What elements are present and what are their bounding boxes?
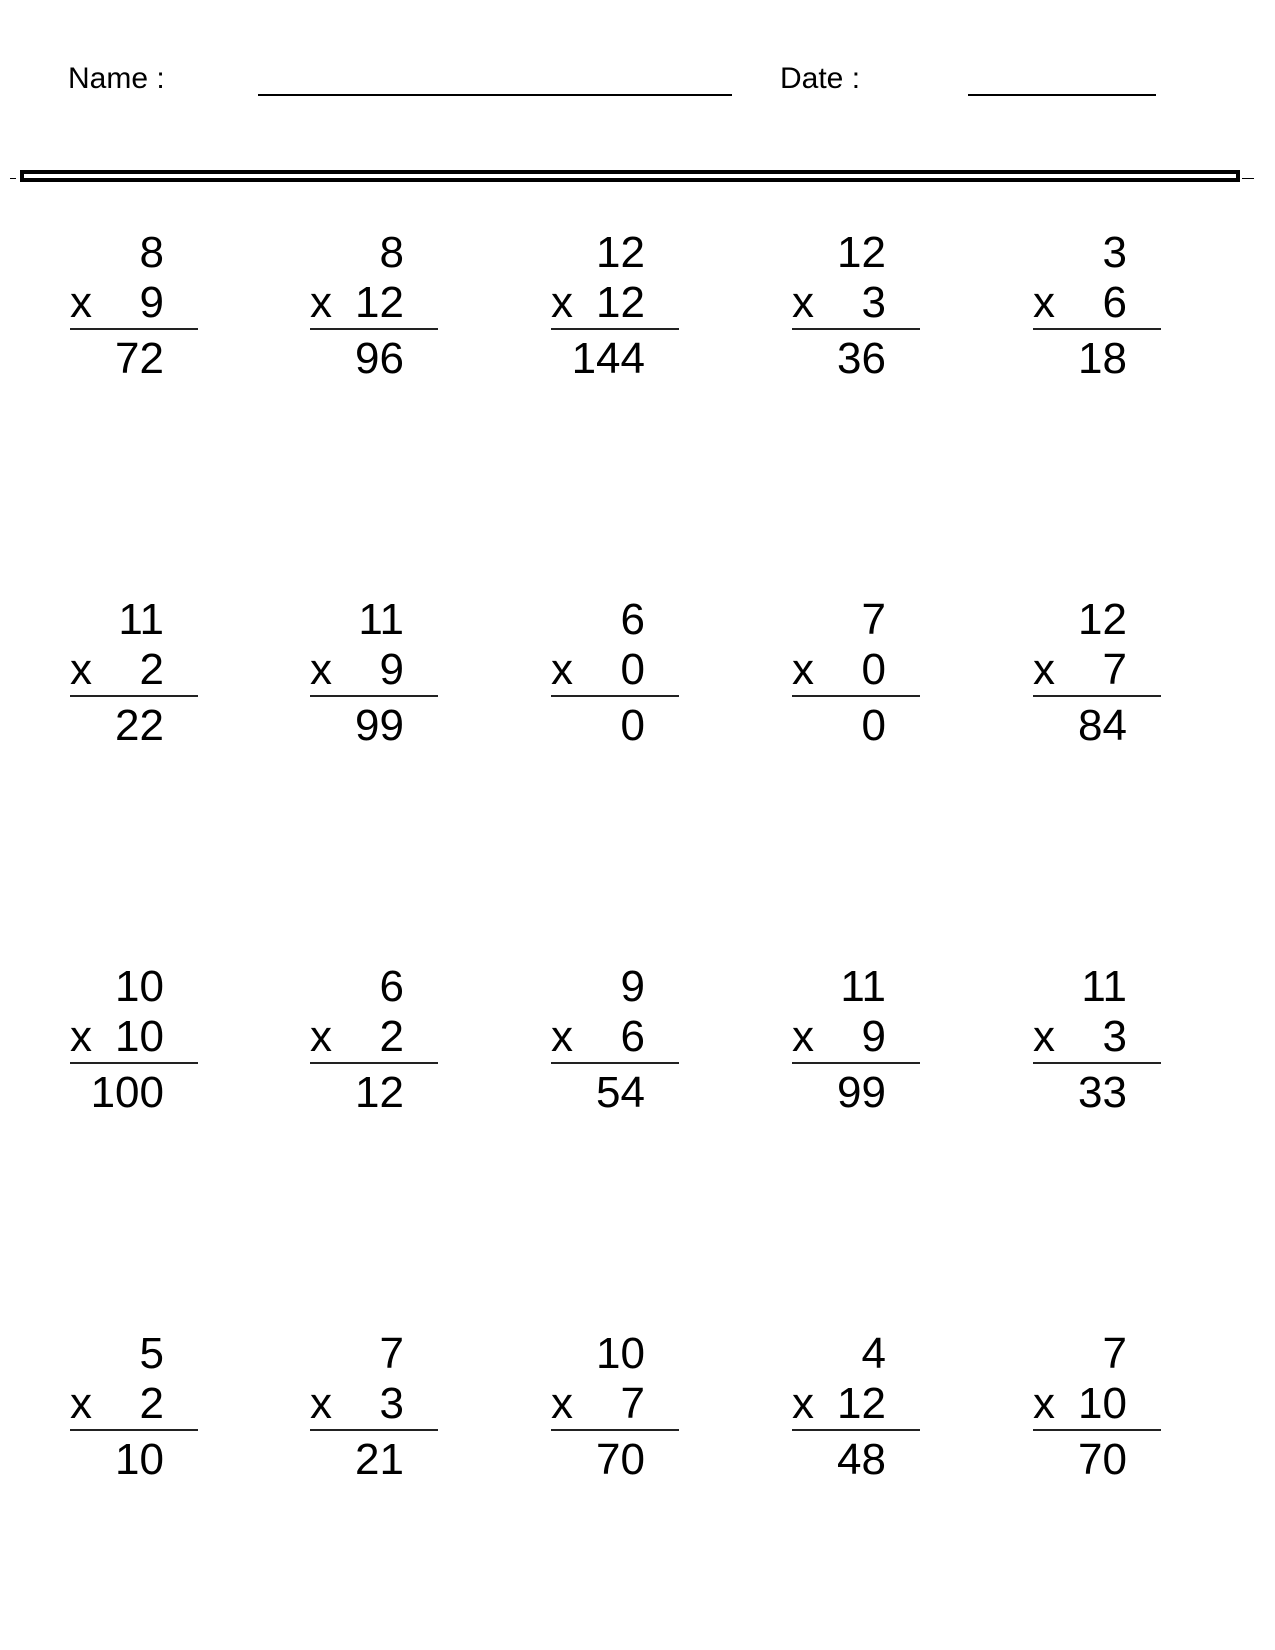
multiplier: 9	[861, 1012, 886, 1061]
problem-18	[551, 1329, 679, 1487]
multiplier: 0	[620, 645, 645, 694]
multiply-sign: x	[551, 1012, 573, 1061]
multiplier: 3	[1102, 1012, 1127, 1061]
multiplier-row	[1033, 1379, 1161, 1431]
multiply-sign: x	[551, 1379, 573, 1428]
multiplier: 2	[139, 1379, 164, 1428]
problem-2	[310, 228, 438, 386]
multiplicand: 11	[840, 962, 886, 1011]
multiplier-row	[792, 278, 920, 330]
product-answer: 84	[1078, 701, 1127, 750]
multiplier-row	[70, 1379, 198, 1431]
multiplier: 12	[837, 1379, 886, 1428]
multiplier-row	[70, 1012, 198, 1064]
multiplier-row	[70, 278, 198, 330]
product-answer: 72	[115, 334, 164, 383]
multiplicand: 7	[1102, 1329, 1127, 1378]
problem-7	[310, 595, 438, 753]
problem-17	[310, 1329, 438, 1487]
product-answer: 99	[837, 1068, 886, 1117]
problem-3	[551, 228, 679, 386]
multiplier-row	[310, 1012, 438, 1064]
product-answer: 0	[861, 701, 886, 750]
multiply-sign: x	[70, 1379, 92, 1428]
problem-20	[1033, 1329, 1161, 1487]
multiply-sign: x	[70, 278, 92, 327]
multiplier-row	[551, 278, 679, 330]
multiply-sign: x	[310, 645, 332, 694]
multiplier: 10	[1078, 1379, 1127, 1428]
rule-tick-left	[10, 178, 16, 179]
problem-13	[551, 962, 679, 1120]
product-answer: 100	[90, 1068, 164, 1117]
multiplier-row	[310, 278, 438, 330]
multiply-sign: x	[310, 1012, 332, 1061]
multiplier: 7	[620, 1379, 645, 1428]
multiply-sign: x	[551, 278, 573, 327]
product-answer: 12	[355, 1068, 404, 1117]
multiplicand: 10	[596, 1329, 645, 1378]
multiply-sign: x	[1033, 1379, 1055, 1428]
multiplicand: 10	[115, 962, 164, 1011]
multiplier-row	[70, 645, 198, 697]
product-answer: 0	[620, 701, 645, 750]
product-answer: 18	[1078, 334, 1127, 383]
multiplier-row	[1033, 645, 1161, 697]
multiplicand: 7	[861, 595, 886, 644]
multiplicand: 6	[379, 962, 404, 1011]
multiplicand: 12	[596, 228, 645, 277]
multiply-sign: x	[70, 1012, 92, 1061]
name-label: Name :	[68, 62, 165, 95]
problem-16	[70, 1329, 198, 1487]
multiplier: 3	[379, 1379, 404, 1428]
problem-19	[792, 1329, 920, 1487]
date-field[interactable]	[968, 94, 1156, 96]
product-answer: 33	[1078, 1068, 1127, 1117]
product-answer: 21	[355, 1435, 404, 1484]
multiplier-row	[792, 1379, 920, 1431]
multiplier: 2	[379, 1012, 404, 1061]
multiplicand: 3	[1102, 228, 1127, 277]
multiplier-row	[551, 645, 679, 697]
multiply-sign: x	[1033, 1012, 1055, 1061]
problem-8	[551, 595, 679, 753]
multiplicand: 12	[837, 228, 886, 277]
problem-11	[70, 962, 198, 1120]
multiplier: 12	[596, 278, 645, 327]
multiplicand: 4	[861, 1329, 886, 1378]
multiply-sign: x	[310, 1379, 332, 1428]
multiplicand: 11	[118, 595, 164, 644]
product-answer: 96	[355, 334, 404, 383]
product-answer: 54	[596, 1068, 645, 1117]
multiplicand: 11	[358, 595, 404, 644]
product-answer: 99	[355, 701, 404, 750]
name-field[interactable]	[258, 94, 732, 96]
problem-1	[70, 228, 198, 386]
multiplicand: 6	[620, 595, 645, 644]
problem-12	[310, 962, 438, 1120]
product-answer: 48	[837, 1435, 886, 1484]
problem-5	[1033, 228, 1161, 386]
multiplicand: 7	[379, 1329, 404, 1378]
multiply-sign: x	[792, 1012, 814, 1061]
rule-tick-right	[1242, 178, 1254, 179]
multiplier-row	[792, 1012, 920, 1064]
multiplier-row	[792, 645, 920, 697]
multiplier: 9	[379, 645, 404, 694]
multiplier: 6	[620, 1012, 645, 1061]
multiplicand: 8	[139, 228, 164, 277]
product-answer: 70	[1078, 1435, 1127, 1484]
multiply-sign: x	[792, 645, 814, 694]
multiply-sign: x	[1033, 278, 1055, 327]
multiplier: 6	[1102, 278, 1127, 327]
multiplier-row	[1033, 1012, 1161, 1064]
multiplier: 7	[1102, 645, 1127, 694]
multiply-sign: x	[792, 1379, 814, 1428]
multiplier: 0	[861, 645, 886, 694]
product-answer: 22	[115, 701, 164, 750]
problem-4	[792, 228, 920, 386]
product-answer: 70	[596, 1435, 645, 1484]
multiplier-row	[551, 1012, 679, 1064]
header-divider	[20, 170, 1240, 182]
multiplicand: 9	[620, 962, 645, 1011]
problem-10	[1033, 595, 1161, 753]
date-label: Date :	[780, 62, 861, 95]
multiply-sign: x	[1033, 645, 1055, 694]
multiplier-row	[1033, 278, 1161, 330]
multiplier: 12	[355, 278, 404, 327]
multiplier-row	[551, 1379, 679, 1431]
multiplier: 10	[115, 1012, 164, 1061]
multiplicand: 12	[1078, 595, 1127, 644]
problem-14	[792, 962, 920, 1120]
multiplier-row	[310, 1379, 438, 1431]
problem-9	[792, 595, 920, 753]
multiply-sign: x	[70, 645, 92, 694]
multiplier: 2	[139, 645, 164, 694]
multiplicand: 11	[1081, 962, 1127, 1011]
multiplier: 3	[861, 278, 886, 327]
multiply-sign: x	[551, 645, 573, 694]
problem-6	[70, 595, 198, 753]
multiply-sign: x	[310, 278, 332, 327]
multiplicand: 8	[379, 228, 404, 277]
product-answer: 144	[571, 334, 645, 383]
multiplier: 9	[139, 278, 164, 327]
multiply-sign: x	[792, 278, 814, 327]
multiplicand: 5	[139, 1329, 164, 1378]
product-answer: 36	[837, 334, 886, 383]
problem-15	[1033, 962, 1161, 1120]
multiplier-row	[310, 645, 438, 697]
product-answer: 10	[115, 1435, 164, 1484]
